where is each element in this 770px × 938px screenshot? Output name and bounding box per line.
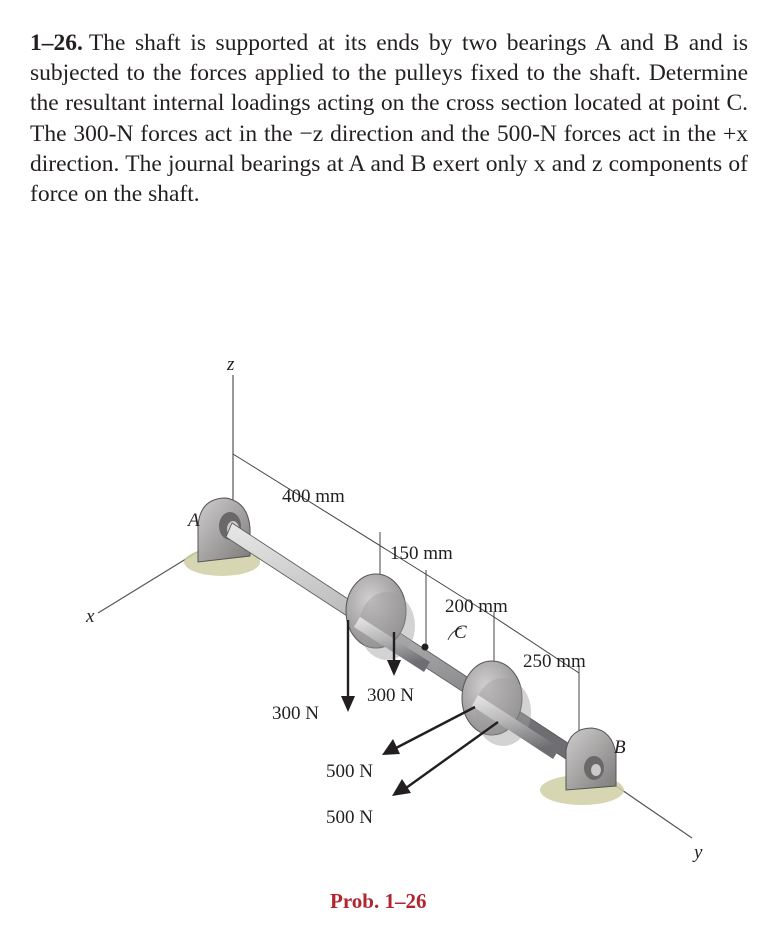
point-a-label: A	[188, 510, 200, 531]
dimension-150mm: 150 mm	[390, 543, 453, 564]
dimension-200mm: 200 mm	[445, 596, 508, 617]
force-300n-left: 300 N	[272, 703, 319, 724]
point-c-marker	[422, 644, 429, 651]
z-axis-label: z	[227, 354, 235, 375]
y-axis-label: y	[694, 842, 703, 863]
force-500n-lower: 500 N	[326, 807, 373, 828]
force-300n-right: 300 N	[367, 685, 414, 706]
figure-caption: Prob. 1–26	[330, 889, 427, 913]
point-c-label: C	[454, 622, 467, 643]
pulley-1	[346, 574, 430, 672]
point-b-label: B	[614, 737, 626, 758]
problem-statement	[30, 28, 748, 209]
force-500n-upper: 500 N	[326, 761, 373, 782]
dimension-400mm: 400 mm	[282, 486, 345, 507]
x-axis-label: x	[86, 606, 95, 627]
pulley-2	[462, 661, 560, 759]
shaft-figure	[0, 330, 770, 930]
problem-text: The shaft is supported at its ends by two bearings A and B and is subjected to the forces applied to the pulleys fixed to the shaft. Determine the resultant internal loadings acting on the cross section located at point C. The 300-N forces act in the −z direction and the 500-N forces act in the +x direction. The journal bearings at A and B exert only x and z components of force on the shaft.	[30, 30, 748, 208]
dimension-250mm: 250 mm	[523, 651, 586, 672]
problem-number: 1–26.	[30, 30, 83, 56]
